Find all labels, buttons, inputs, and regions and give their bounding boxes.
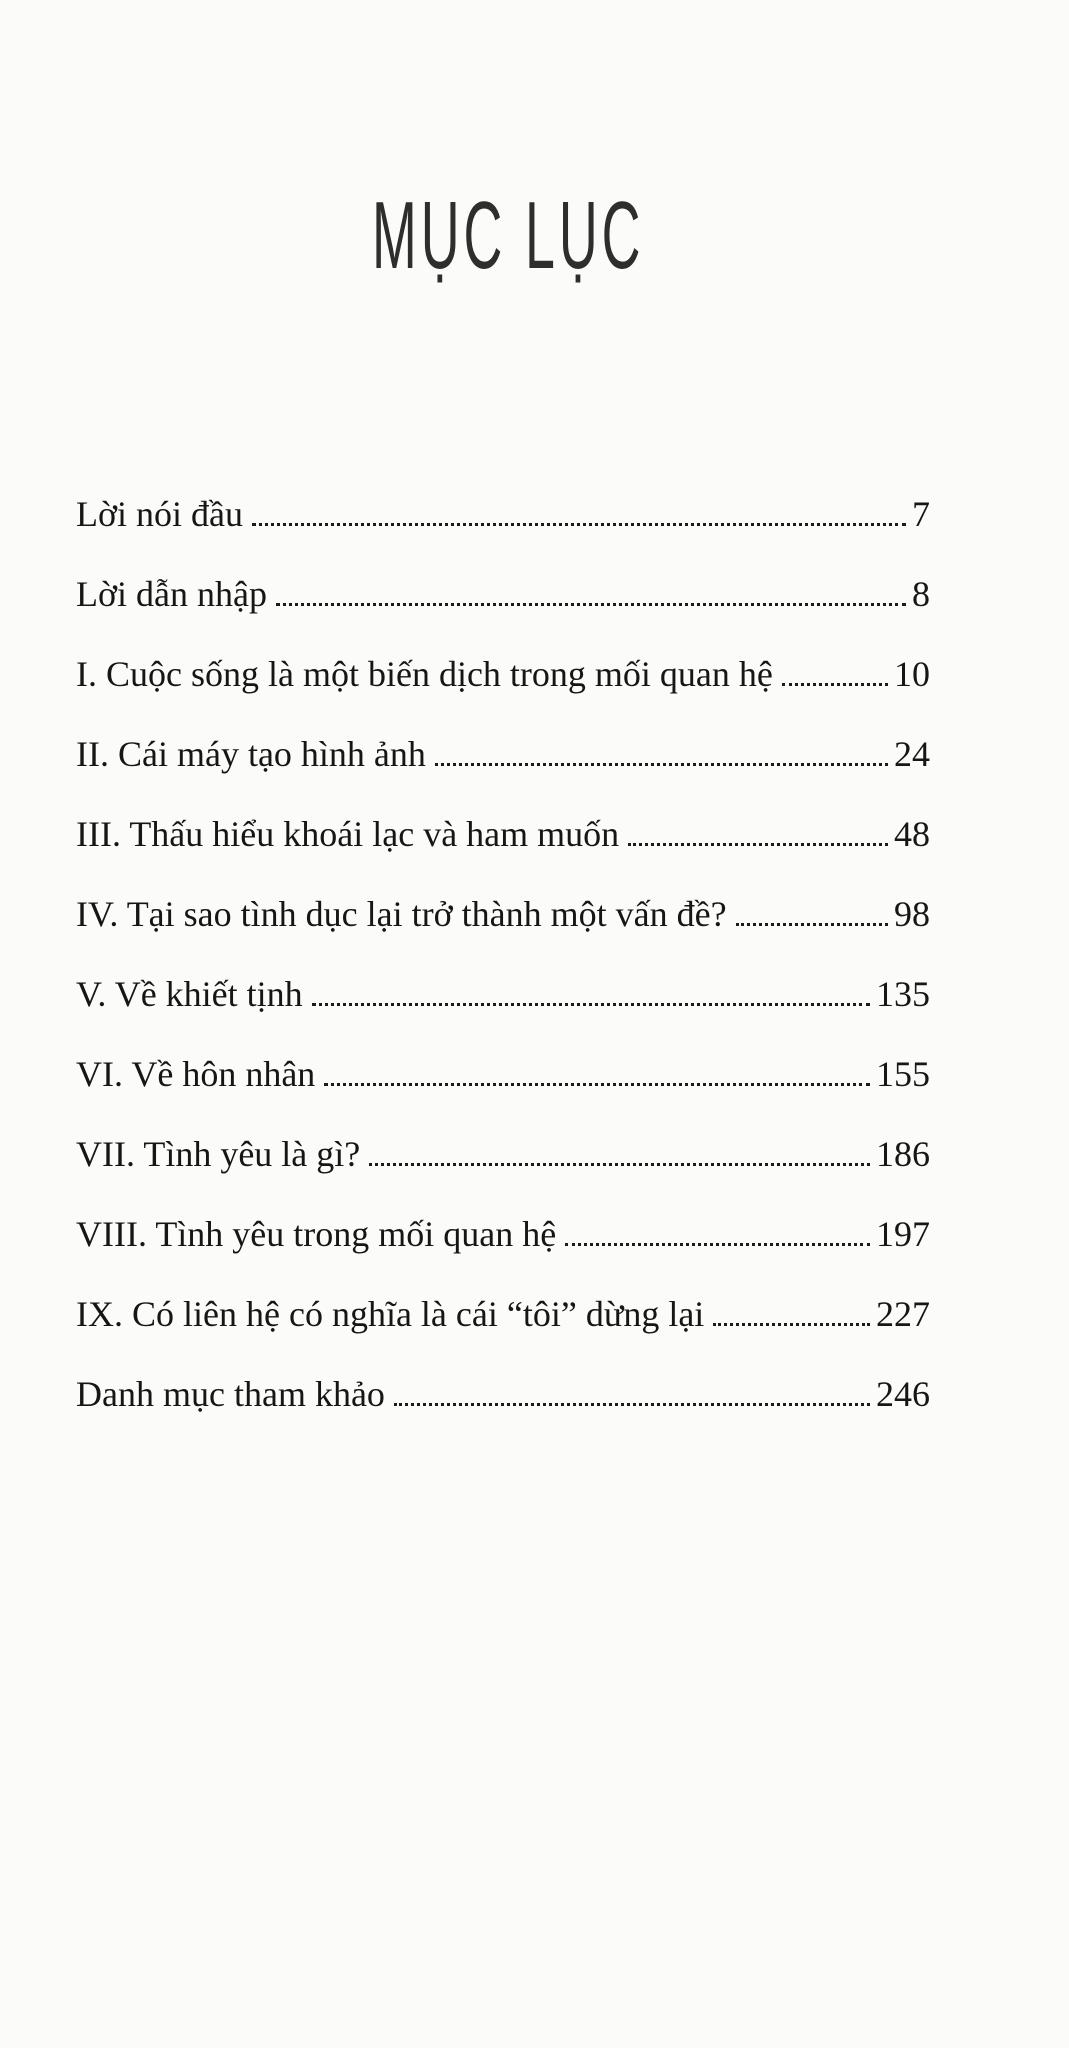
toc-entry-label: Lời dẫn nhập — [76, 574, 267, 614]
toc-entry-page: 7 — [912, 494, 930, 534]
toc-entry-label: II. Cái máy tạo hình ảnh — [76, 734, 426, 774]
dot-leader — [394, 1403, 870, 1406]
toc-entry — [76, 1292, 930, 1336]
toc-entry — [76, 812, 930, 856]
dot-leader — [324, 1083, 870, 1086]
toc-entry-label: Lời nói đầu — [76, 494, 244, 534]
dot-leader — [736, 923, 888, 926]
toc-entry-label: V. Về khiết tịnh — [76, 974, 303, 1014]
dot-leader — [252, 523, 906, 526]
toc-entry — [76, 972, 930, 1016]
toc-entry-page: 197 — [876, 1214, 930, 1254]
toc-entry-label: VI. Về hôn nhân — [76, 1054, 316, 1094]
dot-leader — [565, 1243, 870, 1246]
toc-entry-page: 155 — [876, 1054, 930, 1094]
dot-leader — [312, 1003, 870, 1006]
toc-entry-page: 48 — [894, 814, 930, 854]
toc-entry-page: 227 — [876, 1294, 930, 1334]
toc-entry — [76, 1212, 930, 1256]
toc-entry-label: IV. Tại sao tình dục lại trở thành một vấn đề? — [76, 894, 727, 934]
dot-leader — [628, 843, 888, 846]
dot-leader — [369, 1163, 870, 1166]
toc-entry-page: 24 — [894, 734, 930, 774]
toc-entry — [76, 572, 930, 616]
dot-leader — [276, 603, 906, 606]
toc-entry-label: I. Cuộc sống là một biến dịch trong mối quan hệ — [76, 654, 773, 694]
toc-entry-label: VIII. Tình yêu trong mối quan hệ — [76, 1214, 557, 1254]
toc-entry-page: 186 — [876, 1134, 930, 1174]
toc-entry — [76, 1132, 930, 1176]
table-of-contents — [76, 492, 930, 1452]
toc-entry-label: Danh mục tham khảo — [76, 1374, 385, 1414]
toc-entry-label: VII. Tình yêu là gì? — [76, 1134, 361, 1174]
toc-entry — [76, 732, 930, 776]
page-title-text: MỤC LỤC — [372, 182, 645, 289]
dot-leader — [782, 683, 888, 686]
toc-entry-page: 246 — [876, 1374, 930, 1414]
toc-entry-label: IX. Có liên hệ có nghĩa là cái “tôi” dừng lại — [76, 1294, 705, 1334]
toc-entry-page: 135 — [876, 974, 930, 1014]
toc-entry — [76, 1052, 930, 1096]
toc-entry — [76, 492, 930, 536]
toc-entry-page: 8 — [912, 574, 930, 614]
toc-entry-page: 98 — [894, 894, 930, 934]
toc-entry-label: III. Thấu hiểu khoái lạc và ham muốn — [76, 814, 620, 854]
toc-entry — [76, 892, 930, 936]
toc-entry — [76, 652, 930, 696]
page-title — [0, 182, 1017, 289]
dot-leader — [713, 1323, 870, 1326]
toc-entry-page: 10 — [894, 654, 930, 694]
dot-leader — [435, 763, 888, 766]
toc-entry — [76, 1372, 930, 1416]
